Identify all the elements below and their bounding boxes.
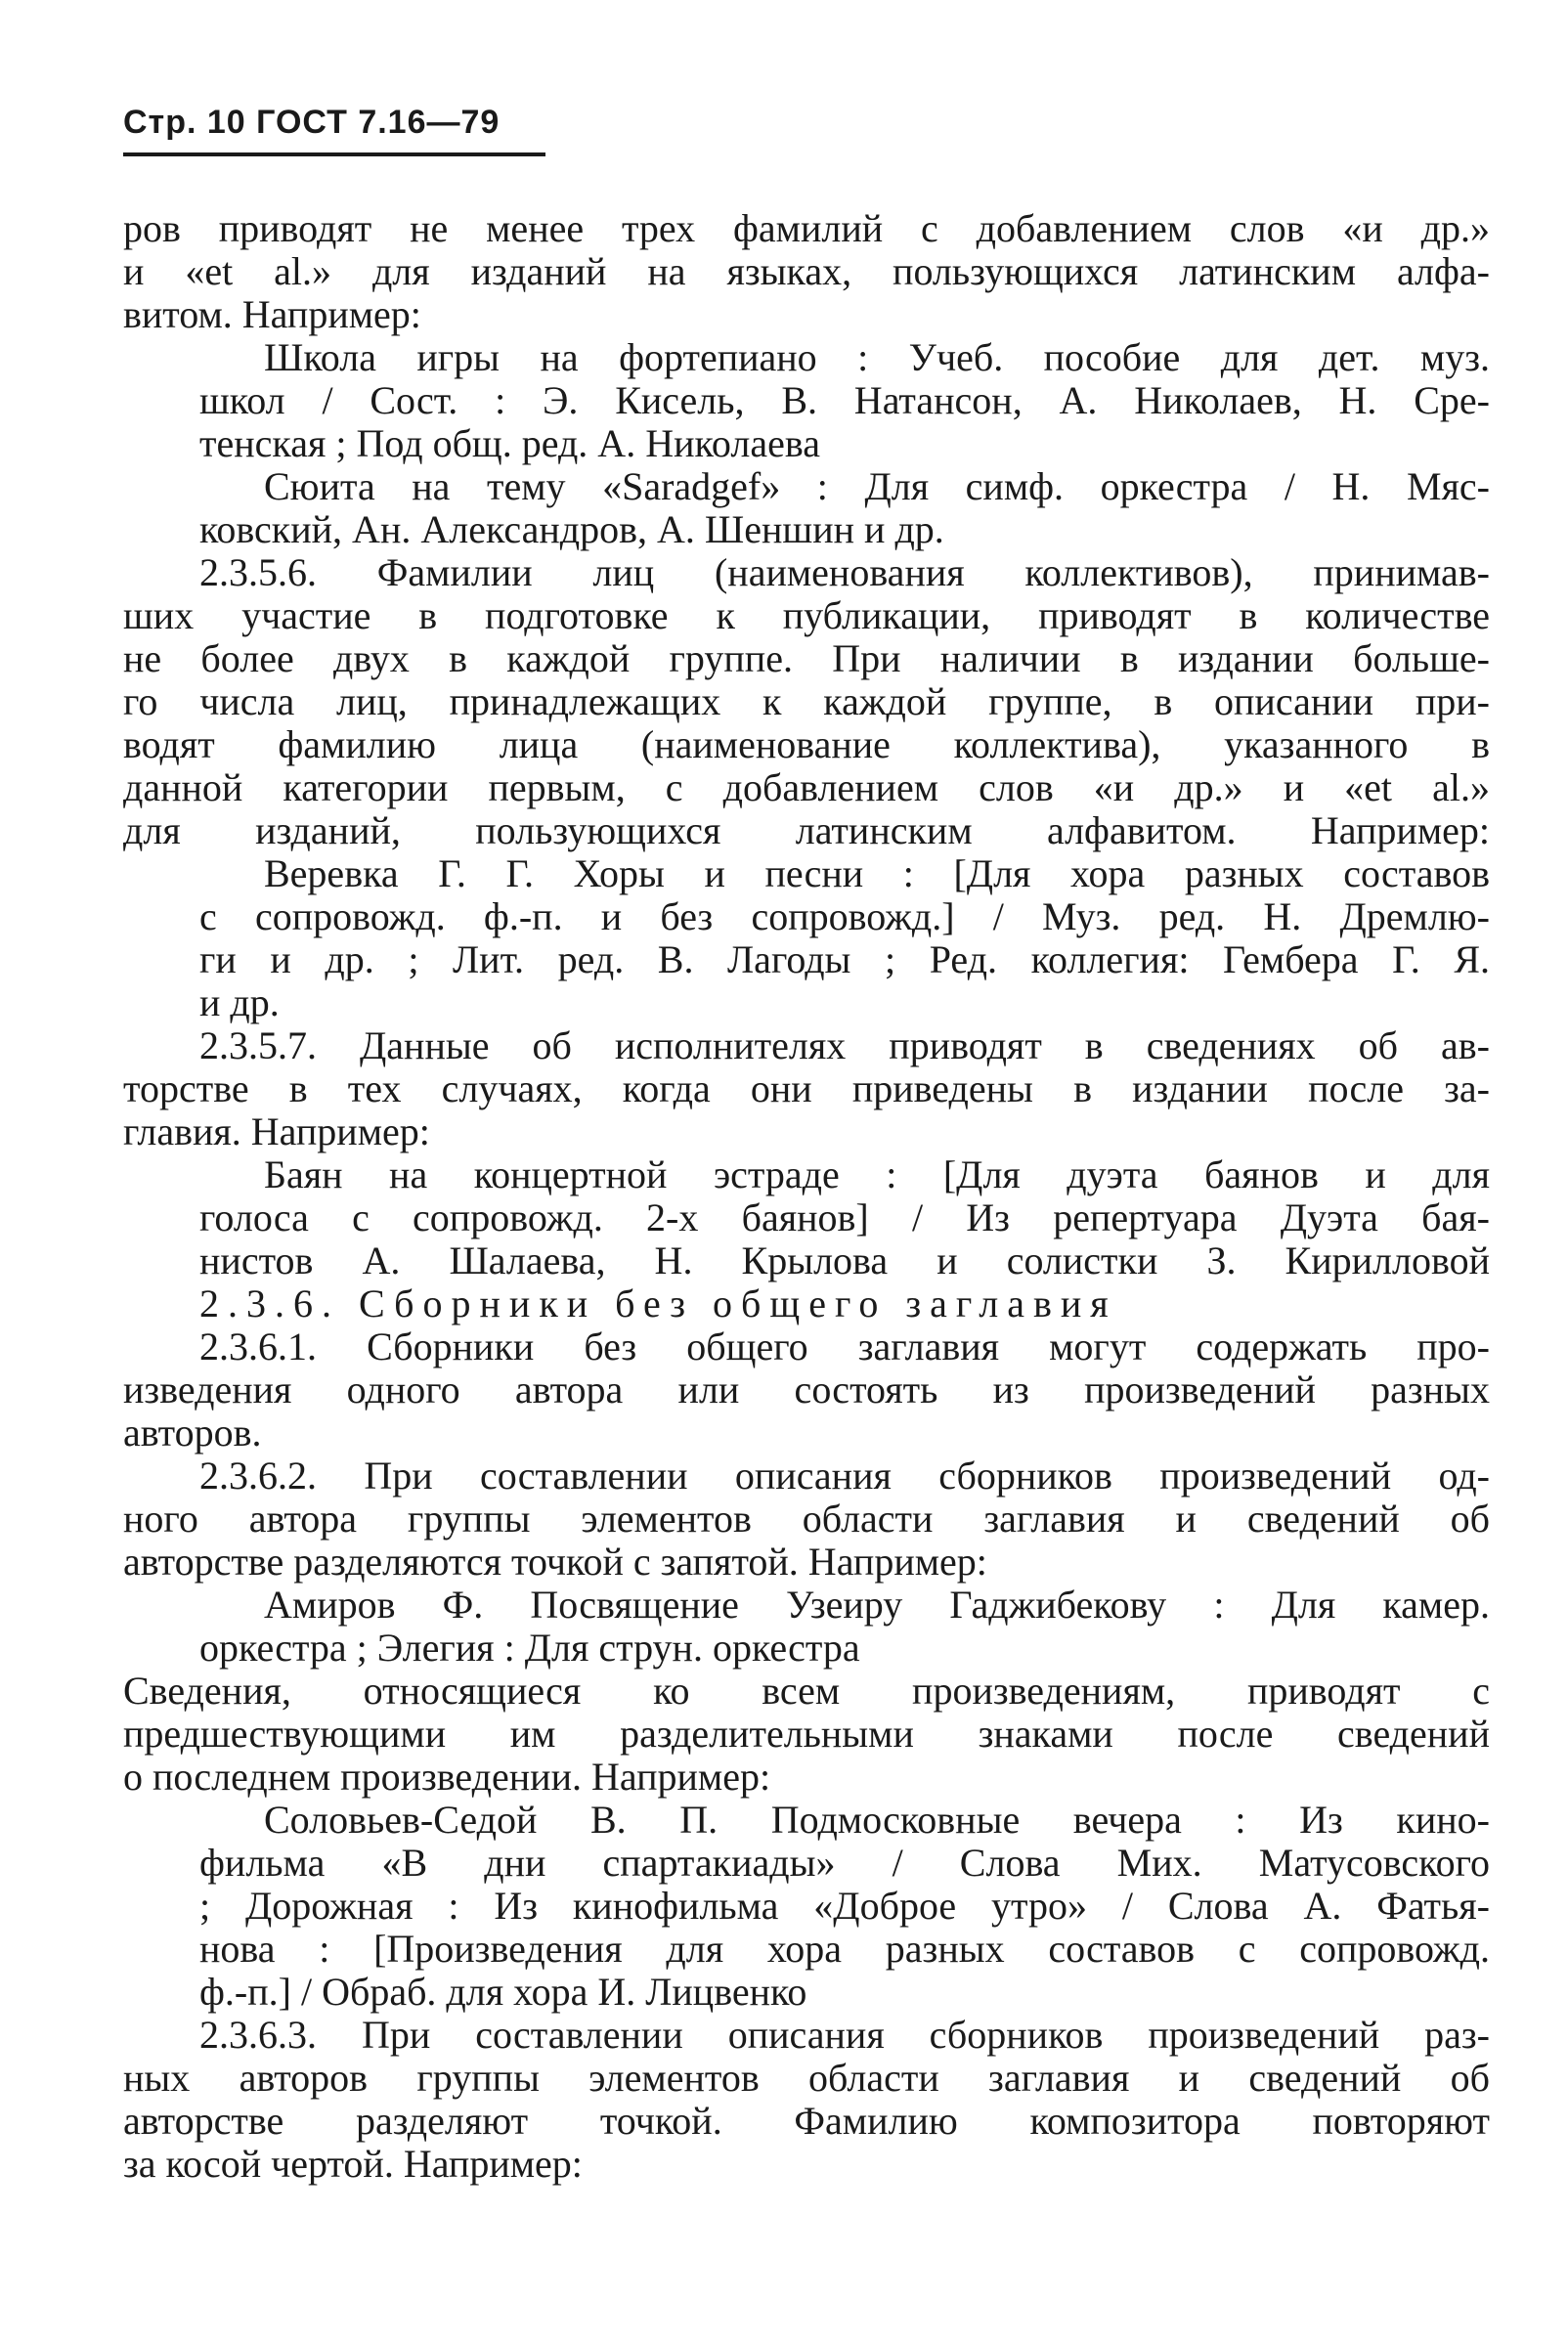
text-line: ф.-п.] / Обраб. для хора И. Лицвенко <box>199 1971 807 2014</box>
text-line: торстве в тех случаях, когда они приведены в издании после за- <box>123 1067 1490 1110</box>
text-line: Баян на концертной эстраде : [Для дуэта баянов и для <box>264 1153 1490 1196</box>
text-line: данной категории первым, с добавлением слов «и др.» и «et al.» <box>123 766 1490 809</box>
text-line: ги и др. ; Лит. ред. В. Лагоды ; Ред. коллегия: Гембера Г. Я. <box>199 938 1490 981</box>
text-line: 2.3.6.3. При составлении описания сборников произведений раз- <box>199 2014 1490 2057</box>
text-line: Веревка Г. Г. Хоры и песни : [Для хора разных составов <box>264 852 1490 895</box>
text-line: тенская ; Под общ. ред. А. Николаева <box>199 422 820 465</box>
text-line: ного автора группы элементов области заглавия и сведений об <box>123 1498 1490 1541</box>
text-line: нова : [Произведения для хора разных составов с сопровожд. <box>199 1928 1490 1971</box>
text-line: фильма «В дни спартакиады» / Слова Мих. Матусовского <box>199 1842 1490 1885</box>
text-line: 2.3.5.7. Данные об исполнителях приводят в сведениях об ав- <box>199 1024 1490 1067</box>
text-line: Сюита на тему «Saradgef» : Для симф. оркестра / Н. Мяс- <box>264 465 1490 508</box>
text-line: для изданий, пользующихся латинским алфавитом. Например: <box>123 809 1490 852</box>
text-line: авторов. <box>123 1411 262 1455</box>
text-line: и «et al.» для изданий на языках, пользующихся латинским алфа- <box>123 250 1490 293</box>
text-line: Амиров Ф. Посвящение Узеиру Гаджибекову : Для камер. <box>264 1584 1490 1627</box>
text-line: нистов А. Шалаева, Н. Крылова и солистки З. Кирилловой <box>199 1239 1490 1282</box>
text-line: и др. <box>199 981 280 1024</box>
text-line: предшествующими им разделительными знаками после сведений <box>123 1713 1490 1756</box>
text-line: 2.3.6.1. Сборники без общего заглавия могут содержать про- <box>199 1325 1490 1368</box>
text-line: 2.3.6.2. При составлении описания сборников произведений од- <box>199 1455 1490 1498</box>
text-line: го числа лиц, принадлежащих к каждой группе, в описании при- <box>123 680 1490 723</box>
text-line: школ / Сост. : Э. Кисель, В. Натансон, А. Николаев, Н. Сре- <box>199 379 1490 422</box>
text-line: ных авторов группы элементов области заглавия и сведений об <box>123 2057 1490 2100</box>
header-rule <box>123 152 545 156</box>
text-line: 2.3.6. Сборники без общего заглавия <box>199 1282 1117 1325</box>
text-line: авторстве разделяют точкой. Фамилию композитора повторяют <box>123 2100 1490 2143</box>
text-line: водят фамилию лица (наименование коллектива), указанного в <box>123 723 1490 766</box>
text-line: авторстве разделяются точкой с запятой. Например: <box>123 1541 987 1584</box>
text-line: ; Дорожная : Из кинофильма «Доброе утро» / Слова А. Фатья- <box>199 1885 1490 1928</box>
text-line: оркестра ; Элегия : Для струн. оркестра <box>199 1627 860 1670</box>
text-line: о последнем произведении. Например: <box>123 1756 771 1799</box>
text-line: не более двух в каждой группе. При наличии в издании больше- <box>123 637 1490 680</box>
page-header: Стр. 10 ГОСТ 7.16—79 <box>123 104 501 141</box>
text-line: Соловьев-Седой В. П. Подмосковные вечера : Из кино- <box>264 1799 1490 1842</box>
text-line: ших участие в подготовке к публикации, приводят в количестве <box>123 594 1490 637</box>
text-line: главия. Например: <box>123 1110 430 1153</box>
text-line: витом. Например: <box>123 293 421 336</box>
text-line: ковский, Ан. Александров, А. Шеншин и др. <box>199 508 944 551</box>
text-line: голоса с сопровожд. 2-х баянов] / Из репертуара Дуэта бая- <box>199 1196 1490 1239</box>
text-line: Школа игры на фортепиано : Учеб. пособие для дет. муз. <box>264 336 1490 379</box>
text-line: за косой чертой. Например: <box>123 2143 583 2186</box>
text-line: ров приводят не менее трех фамилий с добавлением слов «и др.» <box>123 207 1490 250</box>
text-line: с сопровожд. ф.-п. и без сопровожд.] / Муз. ред. Н. Дремлю- <box>199 895 1490 938</box>
text-line: изведения одного автора или состоять из произведений разных <box>123 1368 1490 1411</box>
body-text <box>123 207 1490 2186</box>
text-line: 2.3.5.6. Фамилии лиц (наименования коллективов), принимав- <box>199 551 1490 594</box>
text-line: Сведения, относящиеся ко всем произведениям, приводят с <box>123 1670 1490 1713</box>
